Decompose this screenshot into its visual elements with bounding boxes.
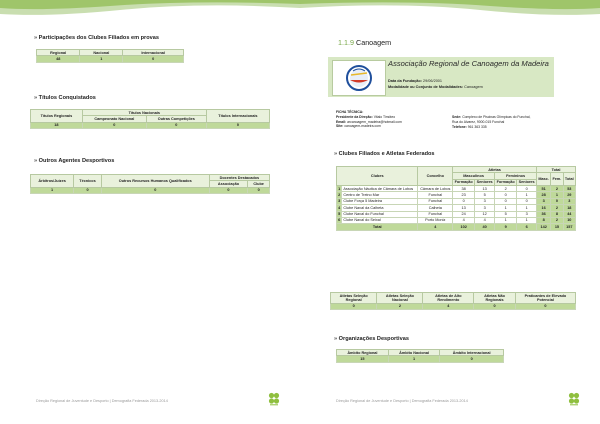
club-name: Clube Naval do Funchal: [342, 211, 418, 217]
club-value: 12: [475, 211, 495, 217]
club-concelho: Calheta: [418, 205, 453, 211]
club-concelho: Porto Moniz: [418, 217, 453, 223]
club-value: 28: [537, 192, 551, 198]
header-ambito-regional: Âmbito Regional: [337, 350, 389, 356]
club-value: 0: [517, 198, 537, 204]
header-titulos-nacionais: Títulos Nacionais: [82, 110, 206, 116]
club-value: 3: [517, 211, 537, 217]
header-docentes: Docentes Destacados: [209, 175, 269, 181]
club-value: 13: [453, 205, 475, 211]
header-elevado-potencial: Praticantes de Elevado Potencial: [515, 293, 575, 304]
header-arbitros: Árbitros/Juízes: [31, 175, 74, 188]
footer-text: Direção Regional de Juventude e Desporto | Demografia Federada 2013-2014: [336, 399, 468, 403]
club-number: 6: [338, 218, 341, 223]
drjd-logo-icon: [568, 392, 580, 406]
club-value: 0: [495, 198, 517, 204]
club-name: Clube Força 5 Madeira: [342, 198, 418, 204]
value-cell: 0: [474, 303, 516, 309]
club-value: 1: [517, 205, 537, 211]
club-value: 0: [551, 198, 563, 204]
ficha-tecnica-right: Sede: Complexo de Piscinas Olímpicas do Funchal, Rua do Alvarez, 9000-015 Funchal Telefone: 961 363 335: [452, 115, 531, 129]
club-value: 8: [537, 217, 551, 223]
clubes-title: » Clubes Filiados e Atletas Federados: [334, 151, 435, 157]
club-value: 3: [475, 198, 495, 204]
total-cell: 102: [453, 224, 475, 230]
header-total: Total: [537, 167, 576, 173]
header-associacao: Associação: [209, 181, 248, 187]
footer-text: Direção Regional de Juventude e Desporto | Demografia Federada 2013-2014: [36, 399, 168, 403]
value-cell: 0: [515, 303, 575, 309]
value-cell: 18: [31, 122, 83, 128]
club-number: 3: [338, 199, 341, 204]
club-value: 0: [495, 192, 517, 198]
club-name: Associação Náutica de Câmara de Lobos: [342, 186, 418, 192]
association-name: Associação Regional de Canoagem da Madeira: [388, 59, 549, 68]
value-cell: 1: [31, 187, 74, 193]
fundacao-line: Data da Fundação: 29/06/2001: [388, 79, 443, 83]
header-tecnicos: Técnicos: [74, 175, 102, 188]
value-cell: 4: [423, 303, 474, 309]
club-value: 10: [563, 217, 575, 223]
header-selecao-nacional: Atletas Seleção Nacional: [377, 293, 423, 304]
club-value: 5: [495, 211, 517, 217]
value-cell: 0: [209, 187, 248, 193]
agentes-table: [30, 174, 270, 194]
header-titulos-regionais: Títulos Regionais: [31, 110, 83, 123]
decorative-swoosh: [300, 0, 600, 30]
header-outras-competicoes: Outras Competições: [146, 116, 206, 122]
club-value: 1: [517, 192, 537, 198]
value-cell: 0: [331, 303, 377, 309]
header-fem: Fem.: [551, 173, 563, 186]
club-concelho: Funchal: [418, 198, 453, 204]
club-value: 2: [551, 186, 563, 192]
club-value: 18: [563, 205, 575, 211]
club-value: 3: [537, 198, 551, 204]
value-cell: 15: [337, 356, 389, 362]
club-value: 23: [453, 192, 475, 198]
drjd-logo-icon: [268, 392, 280, 406]
total-cell: 15: [551, 224, 563, 230]
value-cell: 0: [82, 122, 146, 128]
participacoes-table: [36, 49, 184, 63]
club-value: 29: [563, 192, 575, 198]
association-logo: [332, 60, 386, 96]
total-cell: 157: [563, 224, 575, 230]
header-concelho: Concelho: [418, 167, 453, 186]
club-value: 44: [563, 211, 575, 217]
total-cell: 6: [517, 224, 537, 230]
club-value: 36: [537, 211, 551, 217]
header-seniores-masc: Seniores: [476, 180, 493, 185]
header-femininos: Femininos: [495, 173, 537, 179]
club-number: 2: [338, 192, 341, 197]
club-value: 16: [537, 205, 551, 211]
value-cell: 0: [248, 187, 270, 193]
club-value: 0: [517, 186, 537, 192]
atletas-table: [330, 292, 576, 310]
club-number: 1: [338, 186, 341, 191]
header-clubes: Clubes: [337, 167, 418, 186]
clubes-total-row: [337, 224, 576, 230]
header-ambito-internacional: Âmbito Internacional: [440, 350, 504, 356]
chapter-title: 1.1.9 Canoagem: [338, 38, 392, 47]
club-value: 1: [495, 205, 517, 211]
header-alto-rendimento: Atletas de Alto Rendimento: [423, 293, 474, 304]
club-value: 38: [453, 186, 475, 192]
ficha-tecnica-left: FICHA TÉCNICA: Presidente da Direção: Vitalo Timóteo Email: arcanoagem_madeira@hotmail.com Site: canoagem-madeira.com: [336, 110, 402, 129]
club-value: 2: [551, 205, 563, 211]
club-value: 1: [495, 217, 517, 223]
club-value: 5: [475, 192, 495, 198]
club-value: 51: [537, 186, 551, 192]
value-nacional: 1: [80, 56, 123, 62]
participacoes-title: » Participações dos Clubes Filiados em provas: [34, 35, 159, 41]
total-cell: 4: [418, 224, 453, 230]
club-value: 1: [517, 217, 537, 223]
value-cell: 1: [388, 356, 440, 362]
club-value: 0: [453, 198, 475, 204]
clubes-table: [336, 166, 576, 231]
club-concelho: Funchal: [418, 192, 453, 198]
header-titulos-internacionais: Títulos Internacionais: [206, 110, 269, 123]
titulos-title: » Títulos Conquistados: [34, 95, 96, 101]
club-concelho: Funchal: [418, 211, 453, 217]
club-value: 13: [475, 186, 495, 192]
header-nao-regionais: Atletas Não Regionais: [474, 293, 516, 304]
titulos-table: [30, 109, 270, 129]
organizacoes-table: [336, 349, 504, 363]
club-value: 2: [551, 217, 563, 223]
club-name: Centro de Treino Mar: [342, 192, 418, 198]
total-cell: 9: [495, 224, 517, 230]
club-number: 5: [338, 212, 341, 217]
value-cell: 0: [146, 122, 206, 128]
header-campeonato-nacional: Campeonato Nacional: [82, 116, 146, 122]
value-internacional: 0: [123, 56, 184, 62]
header-masc: Masc.: [537, 173, 551, 186]
value-regional: 48: [37, 56, 80, 62]
value-cell: 0: [206, 122, 269, 128]
organizacoes-title: » Organizações Desportivas: [334, 336, 409, 342]
value-cell: 2: [377, 303, 423, 309]
canoe-emblem-icon: [333, 61, 385, 95]
total-cell: 40: [475, 224, 495, 230]
header-internacional: Internacional: [123, 50, 184, 56]
value-cell: 0: [74, 187, 102, 193]
header-masculinos: Masculinos: [453, 173, 495, 179]
club-name: Clube Naval da Calheta: [342, 205, 418, 211]
club-number: 4: [338, 205, 341, 210]
header-outros-rh: Outros Recursos Humanos Qualificados: [101, 175, 209, 188]
decorative-swoosh: [0, 0, 300, 30]
header-nacional: Nacional: [80, 50, 123, 56]
club-value: 24: [453, 211, 475, 217]
value-cell: 0: [440, 356, 504, 362]
header-clube: Clube: [248, 181, 270, 187]
modalidade-line: Modalidade ou Conjunto de Modalidades: Canoagem: [388, 85, 483, 89]
club-value: 4: [453, 217, 475, 223]
club-concelho: Câmara de Lobos: [418, 186, 453, 192]
total-cell: 142: [537, 224, 551, 230]
header-ambito-nacional: Âmbito Nacional: [388, 350, 440, 356]
header-selecao-regional: Atletas Seleção Regional: [331, 293, 377, 304]
header-atletas: Atletas: [453, 167, 537, 173]
agentes-title: » Outros Agentes Desportivos: [34, 158, 115, 164]
club-value: 8: [551, 211, 563, 217]
total-label: Total: [337, 224, 418, 230]
header-tot: Total: [563, 173, 575, 186]
club-value: 3: [563, 198, 575, 204]
club-value: 53: [563, 186, 575, 192]
club-value: 4: [475, 217, 495, 223]
header-formacao-masc: Formação: [454, 180, 473, 185]
club-value: 1: [551, 192, 563, 198]
club-value: 2: [495, 186, 517, 192]
header-formacao-fem: Formação: [496, 180, 515, 185]
club-value: 3: [475, 205, 495, 211]
header-seniores-fem: Seniores: [518, 180, 535, 185]
header-regional: Regional: [37, 50, 80, 56]
club-name: Clube Naval do Seixal: [342, 217, 418, 223]
value-cell: 0: [101, 187, 209, 193]
